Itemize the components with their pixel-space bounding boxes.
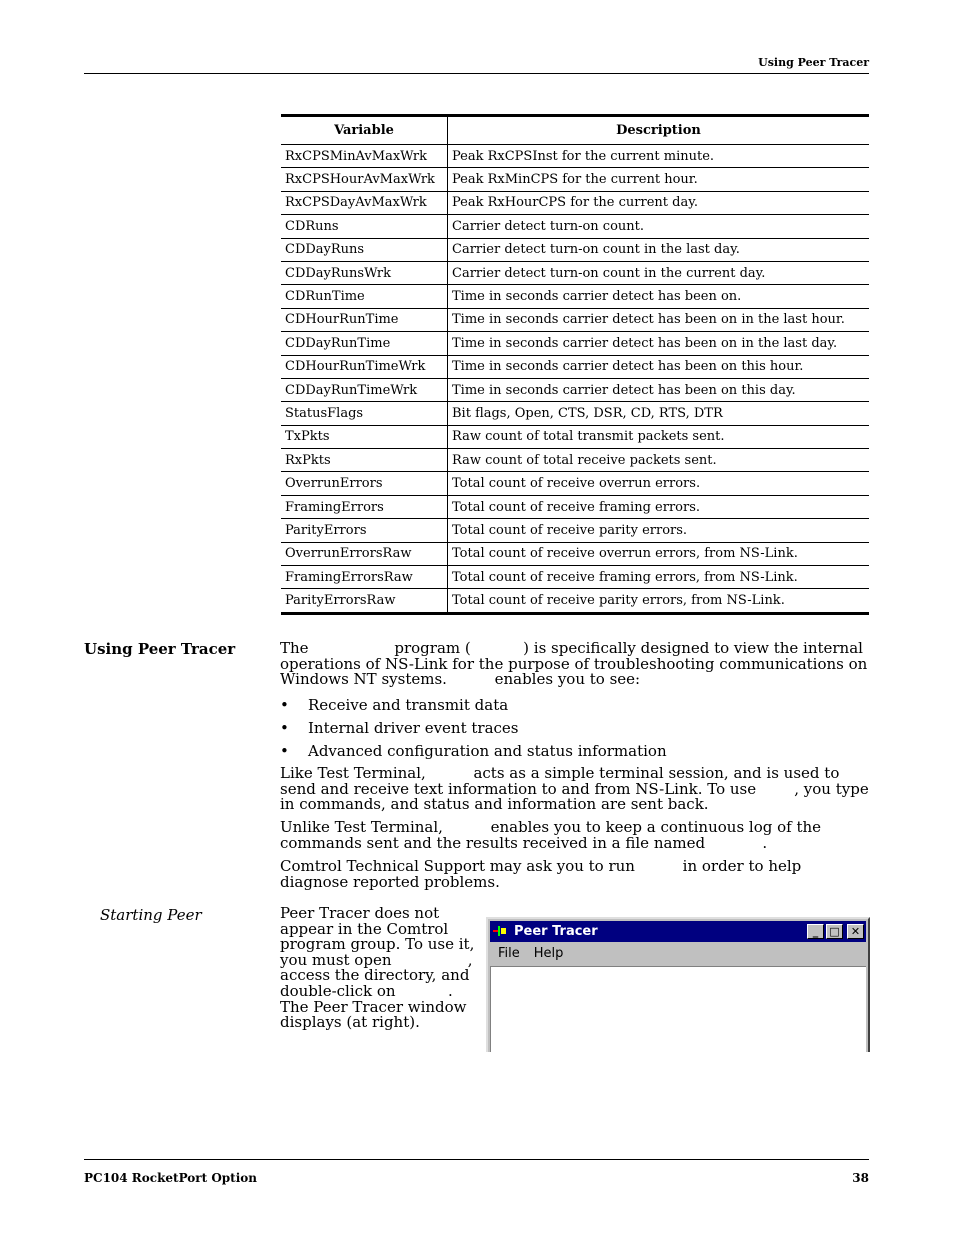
table-row [281, 589, 869, 613]
column-header-variable: Variable [281, 116, 448, 145]
description-cell: Peak RxHourCPS for the current day. [448, 191, 870, 214]
table-row [281, 378, 869, 401]
table-row [281, 168, 869, 191]
variable-cell: RxCPSDayAvMaxWrk [281, 191, 448, 214]
table-row [281, 472, 869, 495]
description-cell: Total count of receive framing errors. [448, 495, 870, 518]
variable-cell: RxPkts [281, 449, 448, 472]
variable-cell: CDHourRunTime [281, 308, 448, 331]
paragraph-like-test-terminal: Like Test Terminal, acts as a simple terminal session, and is used to send and receive text information to and from NS-Link. To use , you type in commands, and status and information are sent back. [280, 764, 874, 813]
variable-cell: CDDayRunTime [281, 332, 448, 355]
section-heading: Using Peer Tracer [84, 640, 236, 658]
description-cell: Peak RxMinCPS for the current hour. [448, 168, 870, 191]
table-row [281, 215, 869, 238]
intro-paragraph: The program ( ) is specifically designed to view the internal operations of NS-Link for the purpose of troubleshooting communications on Windows NT systems. enables you to see: [280, 639, 873, 688]
description-cell: Time in seconds carrier detect has been on this day. [448, 378, 870, 401]
variable-cell: CDHourRunTimeWrk [281, 355, 448, 378]
table-row [281, 308, 869, 331]
page-header [84, 56, 869, 74]
table-row [281, 261, 869, 284]
variable-cell: CDDayRuns [281, 238, 448, 261]
table-row [281, 238, 869, 261]
table-row [281, 285, 869, 308]
paragraph-unlike-test-terminal: Unlike Test Terminal, enables you to keep a continuous log of the commands sent and the results received in a file named . [280, 818, 826, 852]
page-footer [84, 1159, 869, 1190]
page-number: 38 [852, 1171, 869, 1185]
table-row [281, 402, 869, 425]
description-cell: Raw count of total receive packets sent. [448, 449, 870, 472]
paragraph-support: Comtrol Technical Support may ask you to run in order to help diagnose reported problems. [280, 857, 807, 891]
variable-cell: FramingErrorsRaw [281, 566, 448, 589]
table-row [281, 191, 869, 214]
table-header-row [281, 116, 869, 145]
variables-table [281, 114, 869, 615]
description-cell: Bit flags, Open, CTS, DSR, CD, RTS, DTR [448, 402, 870, 425]
close-button[interactable]: ✕ [847, 924, 864, 939]
variable-cell: TxPkts [281, 425, 448, 448]
description-cell: Total count of receive overrun errors, from NS-Link. [448, 542, 870, 565]
description-cell: Carrier detect turn-on count in the last day. [448, 238, 870, 261]
table-row [281, 332, 869, 355]
table-row [281, 566, 869, 589]
menu-file[interactable]: File [498, 946, 520, 961]
table-row [281, 519, 869, 542]
table-row [281, 542, 869, 565]
subsection-text: Peer Tracer does not appear in the Comtrol program group. To use it, you must open , access the directory, and double-click on . The Peer Tracer window displays (at right). [280, 904, 480, 1032]
description-cell: Total count of receive parity errors. [448, 519, 870, 542]
table-row [281, 425, 869, 448]
description-cell: Time in seconds carrier detect has been on in the last hour. [448, 308, 870, 331]
variable-cell: StatusFlags [281, 402, 448, 425]
column-header-description: Description [448, 116, 870, 145]
footer-document-title: PC104 RocketPort Option [84, 1171, 257, 1185]
description-cell: Total count of receive parity errors, from NS-Link. [448, 589, 870, 613]
table-row [281, 449, 869, 472]
table-row [281, 495, 869, 518]
list-item: • Receive and transmit data [280, 696, 667, 719]
description-cell: Time in seconds carrier detect has been on this hour. [448, 355, 870, 378]
variable-cell: OverrunErrors [281, 472, 448, 495]
list-item: • Internal driver event traces [280, 719, 667, 742]
description-cell: Total count of receive overrun errors. [448, 472, 870, 495]
variable-cell: CDRunTime [281, 285, 448, 308]
variable-cell: OverrunErrorsRaw [281, 542, 448, 565]
variable-cell: ParityErrorsRaw [281, 589, 448, 613]
subsection-heading: Starting Peer [100, 906, 202, 924]
app-icon [493, 925, 507, 937]
description-cell: Time in seconds carrier detect has been on in the last day. [448, 332, 870, 355]
variable-cell: CDRuns [281, 215, 448, 238]
description-cell: Raw count of total transmit packets sent. [448, 425, 870, 448]
window-title: Peer Tracer [514, 924, 598, 939]
variable-cell: ParityErrors [281, 519, 448, 542]
variable-cell: CDDayRunTimeWrk [281, 378, 448, 401]
description-cell: Time in seconds carrier detect has been on. [448, 285, 870, 308]
description-cell: Peak RxCPSInst for the current minute. [448, 145, 870, 168]
variable-cell: CDDayRunsWrk [281, 261, 448, 284]
description-cell: Total count of receive framing errors, from NS-Link. [448, 566, 870, 589]
menu-bar [490, 944, 866, 964]
window-client-area[interactable] [490, 966, 866, 1052]
maximize-button[interactable]: □ [826, 924, 843, 939]
peer-tracer-window [486, 917, 870, 1052]
table-row [281, 145, 869, 168]
menu-help[interactable]: Help [533, 946, 564, 961]
variable-cell: RxCPSMinAvMaxWrk [281, 145, 448, 168]
list-item: • Advanced configuration and status information [280, 742, 667, 765]
table-body [281, 145, 869, 614]
variable-cell: RxCPSHourAvMaxWrk [281, 168, 448, 191]
window-title-bar[interactable] [490, 921, 866, 942]
feature-list [280, 696, 667, 765]
description-cell: Carrier detect turn-on count. [448, 215, 870, 238]
description-cell: Carrier detect turn-on count in the current day. [448, 261, 870, 284]
variable-cell: FramingErrors [281, 495, 448, 518]
table-row [281, 355, 869, 378]
running-header-title: Using Peer Tracer [758, 56, 869, 69]
minimize-button[interactable]: _ [807, 924, 824, 939]
